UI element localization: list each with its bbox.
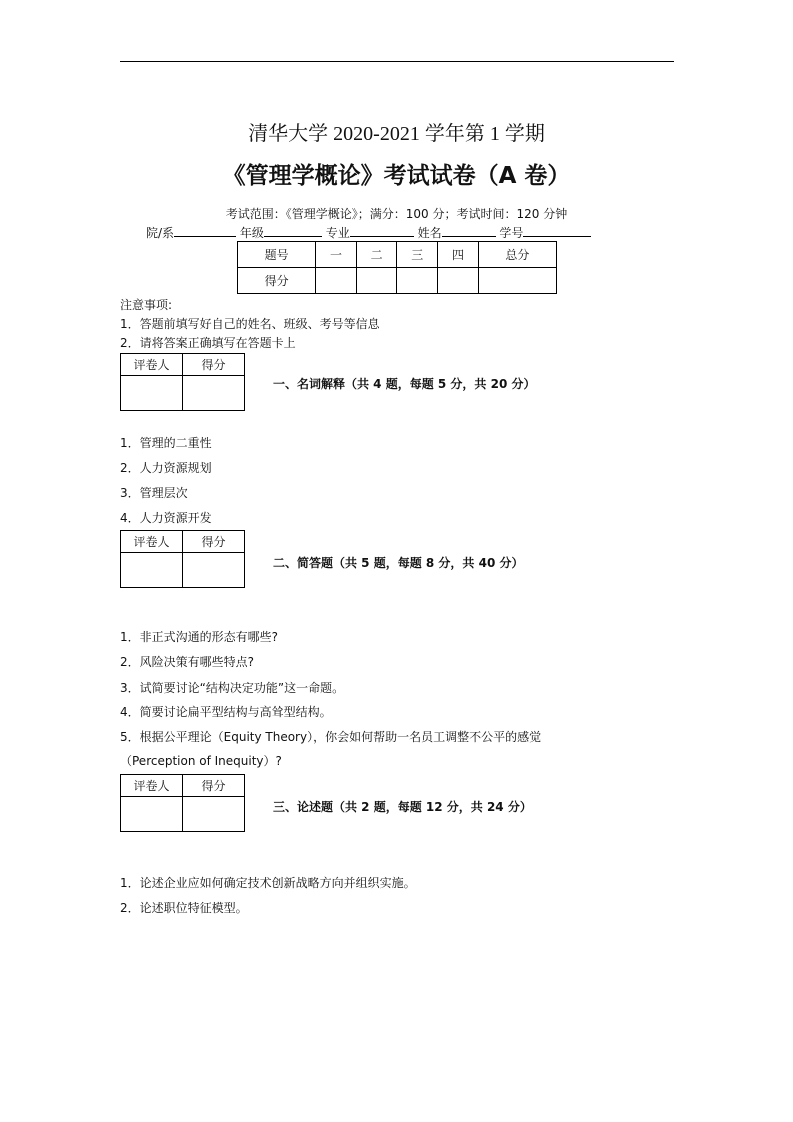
field-name-blank[interactable] — [442, 224, 496, 237]
exam-title-line1: 清华大学 2020-2021 学年第 1 学期 — [248, 123, 545, 145]
score-header-cell: 二 — [356, 242, 397, 268]
grader-score-label: 得分 — [183, 354, 245, 376]
grader-label: 评卷人 — [121, 531, 183, 553]
score-cell[interactable] — [397, 268, 438, 294]
field-name-label: 姓名 — [417, 226, 442, 240]
section-heading: 三、论述题（共 2 题，每题 12 分，共 24 分） — [273, 800, 532, 814]
field-id-blank[interactable] — [523, 224, 591, 237]
grader-table — [120, 530, 245, 588]
question-item-continued: （Perception of Inequity）? — [120, 754, 282, 768]
field-grade-label: 年级 — [239, 226, 264, 240]
score-row-label: 得分 — [238, 268, 316, 294]
grader-score-cell[interactable] — [183, 553, 245, 588]
grader-score-label: 得分 — [183, 775, 245, 797]
grader-score-label: 得分 — [183, 531, 245, 553]
score-header-cell: 题号 — [238, 242, 316, 268]
note-item: 2．请将答案正确填写在答题卡上 — [120, 336, 296, 350]
student-info-fields — [146, 224, 591, 241]
score-header-cell: 一 — [316, 242, 357, 268]
grader-table — [120, 353, 245, 411]
header-rule — [120, 61, 674, 62]
note-item: 1．答题前填写好自己的姓名、班级、考号等信息 — [120, 317, 380, 331]
score-header-cell: 四 — [438, 242, 479, 268]
grader-score-cell[interactable] — [183, 797, 245, 832]
section-heading: 一、名词解释（共 4 题，每题 5 分，共 20 分） — [273, 377, 536, 391]
grader-table — [120, 774, 245, 832]
question-item: 3．试简要讨论“结构决定功能”这一命题。 — [120, 681, 345, 695]
question-item: 4．人力资源开发 — [120, 511, 212, 525]
grader-cell[interactable] — [121, 553, 183, 588]
score-cell[interactable] — [316, 268, 357, 294]
question-item: 2．风险决策有哪些特点? — [120, 655, 255, 669]
field-major-blank[interactable] — [350, 224, 414, 237]
field-id-label: 学号 — [499, 226, 524, 240]
score-cell[interactable] — [356, 268, 397, 294]
grader-cell[interactable] — [121, 797, 183, 832]
question-item: 3．管理层次 — [120, 486, 188, 500]
field-major-label: 专业 — [325, 226, 350, 240]
score-cell[interactable] — [478, 268, 556, 294]
score-table-header-row — [238, 242, 557, 268]
question-item: 2．论述职位特征模型。 — [120, 901, 248, 915]
section-heading: 二、简答题（共 5 题，每题 8 分，共 40 分） — [273, 556, 524, 570]
question-item: 1．管理的二重性 — [120, 436, 212, 450]
question-item: 4．简要讨论扁平型结构与高耸型结构。 — [120, 705, 332, 719]
grader-cell[interactable] — [121, 376, 183, 411]
grader-label: 评卷人 — [121, 775, 183, 797]
grader-label: 评卷人 — [121, 354, 183, 376]
notes-title: 注意事项: — [120, 298, 173, 312]
score-table-score-row — [238, 268, 557, 294]
question-item: 2．人力资源规划 — [120, 461, 212, 475]
question-item: 1．论述企业应如何确定技术创新战略方向并组织实施。 — [120, 876, 416, 890]
score-header-cell: 三 — [397, 242, 438, 268]
score-header-cell: 总分 — [478, 242, 556, 268]
question-item: 5．根据公平理论（Equity Theory），你会如何帮助一名员工调整不公平的感觉 — [120, 730, 542, 744]
exam-title-line2: 《管理学概论》考试试卷（A 卷） — [222, 163, 571, 189]
field-grade-blank[interactable] — [264, 224, 322, 237]
score-cell[interactable] — [438, 268, 479, 294]
question-item: 1．非正式沟通的形态有哪些? — [120, 630, 279, 644]
grader-score-cell[interactable] — [183, 376, 245, 411]
field-department-blank[interactable] — [174, 224, 236, 237]
score-table — [237, 241, 557, 294]
field-department-label: 院/系 — [146, 226, 175, 240]
exam-meta: 考试范围：《管理学概论》；满分：100 分；考试时间：120 分钟 — [225, 207, 568, 221]
